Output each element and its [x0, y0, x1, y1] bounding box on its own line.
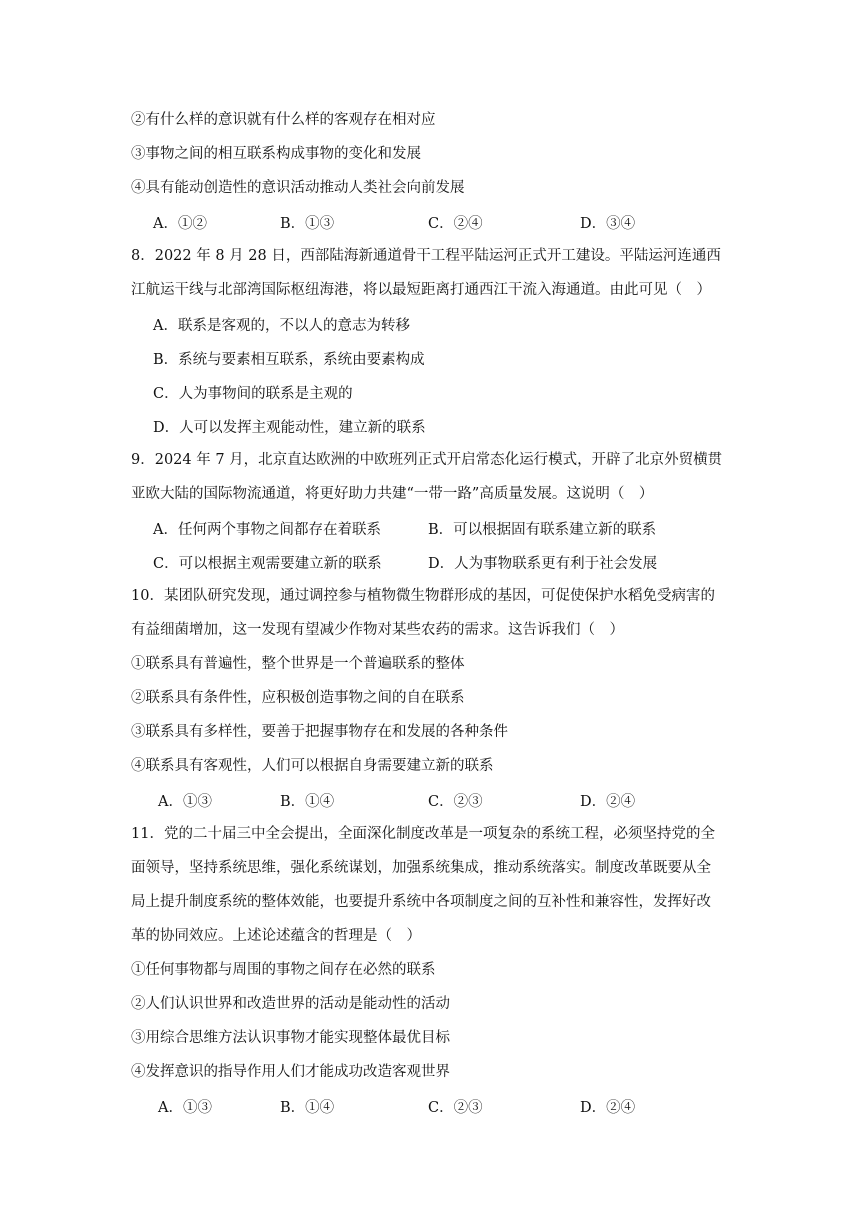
q11-option-c: C．②③ — [428, 1100, 483, 1116]
q10-option-b: B．①④ — [280, 794, 335, 810]
q7-statement-4: ④具有能动创造性的意识活动推动人类社会向前发展 — [131, 180, 465, 196]
q9-option-a: A．任何两个事物之间都存在着联系 — [153, 522, 381, 538]
q9-option-b: B．可以根据固有联系建立新的联系 — [428, 522, 657, 538]
q11-stem-line-3: 局上提升制度系统的整体效能，也要提升系统中各项制度之间的互补性和兼容性，发挥好改 — [131, 894, 711, 910]
q8-stem-line-1: 8．2022 年 8 月 28 日，西部陆海新通道骨干工程平陆运河正式开工建设。平陆运河连通西 — [131, 248, 721, 264]
q11-statement-3: ③用综合思维方法认识事物才能实现整体最优目标 — [131, 1030, 450, 1046]
q11-statement-1: ①任何事物都与周围的事物之间存在必然的联系 — [131, 962, 436, 978]
q9-option-d: D．人为事物联系更有利于社会发展 — [428, 556, 658, 572]
q9-stem-line-1: 9．2024 年 7 月，北京直达欧洲的中欧班列正式开启常态化运行模式，开辟了北京外贸横贯 — [131, 452, 723, 468]
q8-option-c: C．人为事物间的联系是主观的 — [153, 386, 353, 402]
q11-option-b: B．①④ — [280, 1100, 335, 1116]
q10-statement-1: ①联系具有普遍性，整个世界是一个普遍联系的整体 — [131, 656, 465, 672]
q10-stem-line-1: 10．某团队研究发现，通过调控参与植物微生物群形成的基因，可促使保护水稻免受病害的 — [131, 588, 715, 604]
q8-option-b: B．系统与要素相互联系，系统由要素构成 — [153, 352, 425, 368]
q8-option-a: A．联系是客观的，不以人的意志为转移 — [153, 318, 410, 334]
q11-statement-4: ④发挥意识的指导作用人们才能成功改造客观世界 — [131, 1064, 450, 1080]
q7-option-a: A．①② — [153, 216, 207, 232]
q10-statement-2: ②联系具有条件性，应积极创造事物之间的自在联系 — [131, 690, 465, 706]
q10-option-a: A．①③ — [158, 794, 212, 810]
q11-stem-line-4: 革的协同效应。上述论述蕴含的哲理是（ ） — [131, 928, 421, 944]
q7-statement-3: ③事物之间的相互联系构成事物的变化和发展 — [131, 146, 421, 162]
q11-stem-line-2: 面领导，坚持系统思维，强化系统谋划，加强系统集成，推动系统落实。制度改革既要从全 — [131, 860, 711, 876]
q10-statement-3: ③联系具有多样性，要善于把握事物存在和发展的各种条件 — [131, 724, 508, 740]
q7-option-d: D．③④ — [580, 216, 636, 232]
q7-statement-2: ②有什么样的意识就有什么样的客观存在相对应 — [131, 112, 436, 128]
q8-option-d: D．人可以发挥主观能动性，建立新的联系 — [153, 420, 426, 436]
q9-stem-line-2: 亚欧大陆的国际物流通道，将更好助力共建“一带一路”高质量发展。这说明（ ） — [131, 486, 654, 502]
q11-stem-line-1: 11．党的二十届三中全会提出，全面深化制度改革是一项复杂的系统工程，必须坚持党的全 — [131, 826, 715, 842]
q11-statement-2: ②人们认识世界和改造世界的活动是能动性的活动 — [131, 996, 450, 1012]
q7-option-b: B．①③ — [280, 216, 335, 232]
q10-option-d: D．②④ — [580, 794, 636, 810]
q10-statement-4: ④联系具有客观性，人们可以根据自身需要建立新的联系 — [131, 758, 494, 774]
q11-option-d: D．②④ — [580, 1100, 636, 1116]
q10-stem-line-2: 有益细菌增加，这一发现有望减少作物对某些农药的需求。这告诉我们（ ） — [131, 622, 624, 638]
q8-stem-line-2: 江航运干线与北部湾国际枢纽海港，将以最短距离打通西江干流入海通道。由此可见（ ） — [131, 282, 711, 298]
q10-option-c: C．②③ — [428, 794, 483, 810]
q11-option-a: A．①③ — [158, 1100, 212, 1116]
q9-option-c: C．可以根据主观需要建立新的联系 — [153, 556, 382, 572]
q7-option-c: C．②④ — [428, 216, 483, 232]
